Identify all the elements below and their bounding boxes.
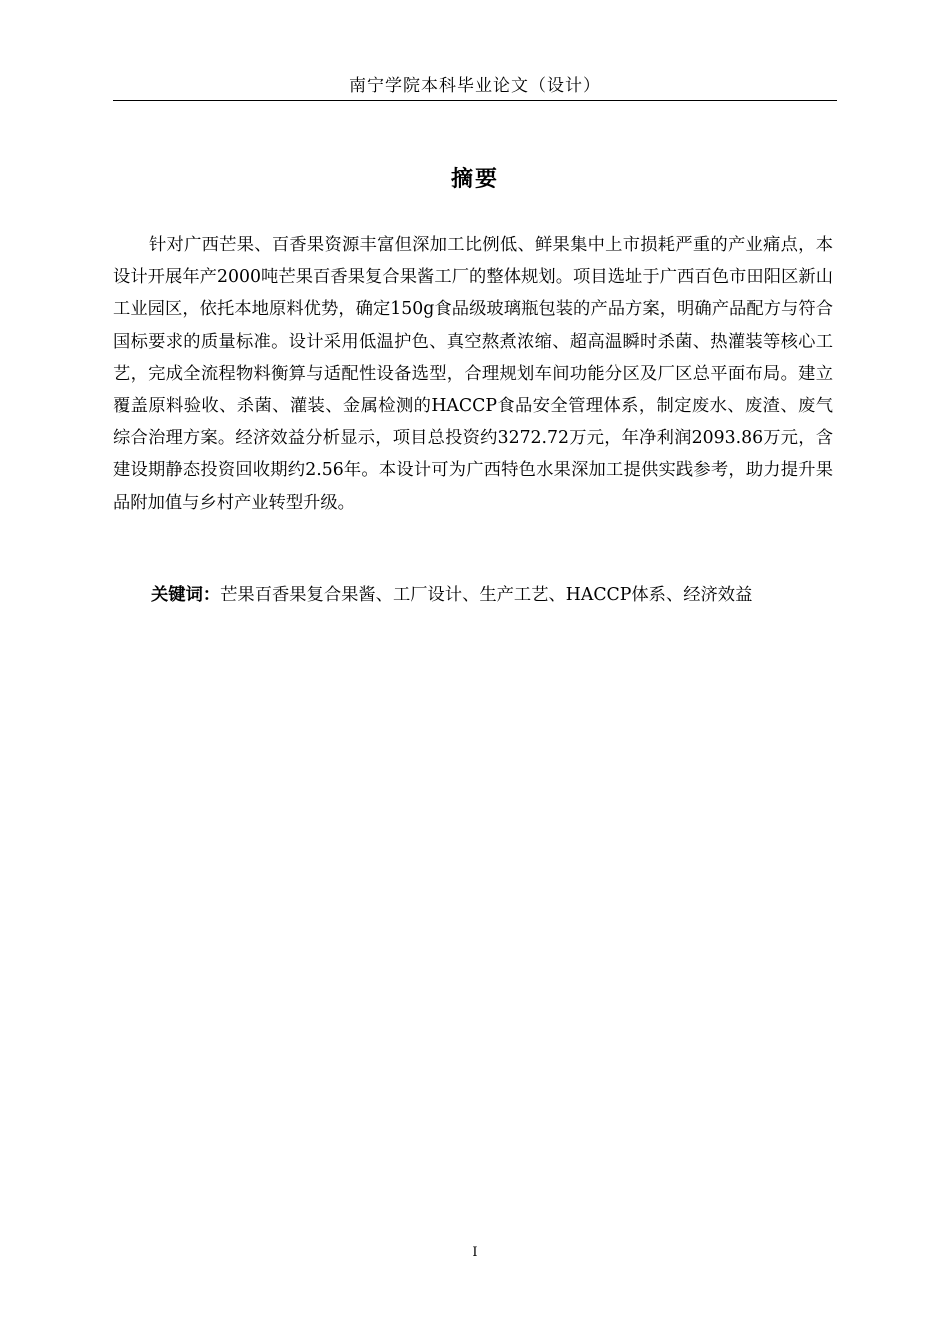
keywords-label: 关键词： (151, 585, 221, 605)
abstract-body: 针对广西芒果、百香果资源丰富但深加工比例低、鲜果集中上市损耗严重的产业痛点，本设计开展年产2000吨芒果百香果复合果酱工厂的整体规划。项目选址于广西百色市田阳区新山工业园区，依托本地原料优势，确定150g食品级玻璃瓶包装的产品方案，明确产品配方与符合国标要求的质量标准。设计采用低温护色、真空熬煮浓缩、超高温瞬时杀菌、热灌装等核心工艺，完成全流程物料衡算与适配性设备选型，合理规划车间功能分区及厂区总平面布局。建立覆盖原料验收、杀菌、灌装、金属检测的HACCP食品安全管理体系，制定废水、废渣、废气综合治理方案。经济效益分析显示，项目总投资约3272.72万元，年净利润2093.86万元，含建设期静态投资回收期约2.56年。本设计可为广西特色水果深加工提供实践参考，助力提升果品附加值与乡村产业转型升级。 (113, 235, 833, 513)
abstract-title: 摘要 (450, 167, 499, 192)
keywords-text: 芒果百香果复合果酱、工厂设计、生产工艺、HACCP体系、经济效益 (220, 585, 753, 605)
page-number: I (472, 1245, 478, 1260)
page-header (113, 74, 837, 101)
keywords-line (151, 579, 841, 611)
header-text: 南宁学院本科毕业论文（设计） (349, 76, 601, 96)
